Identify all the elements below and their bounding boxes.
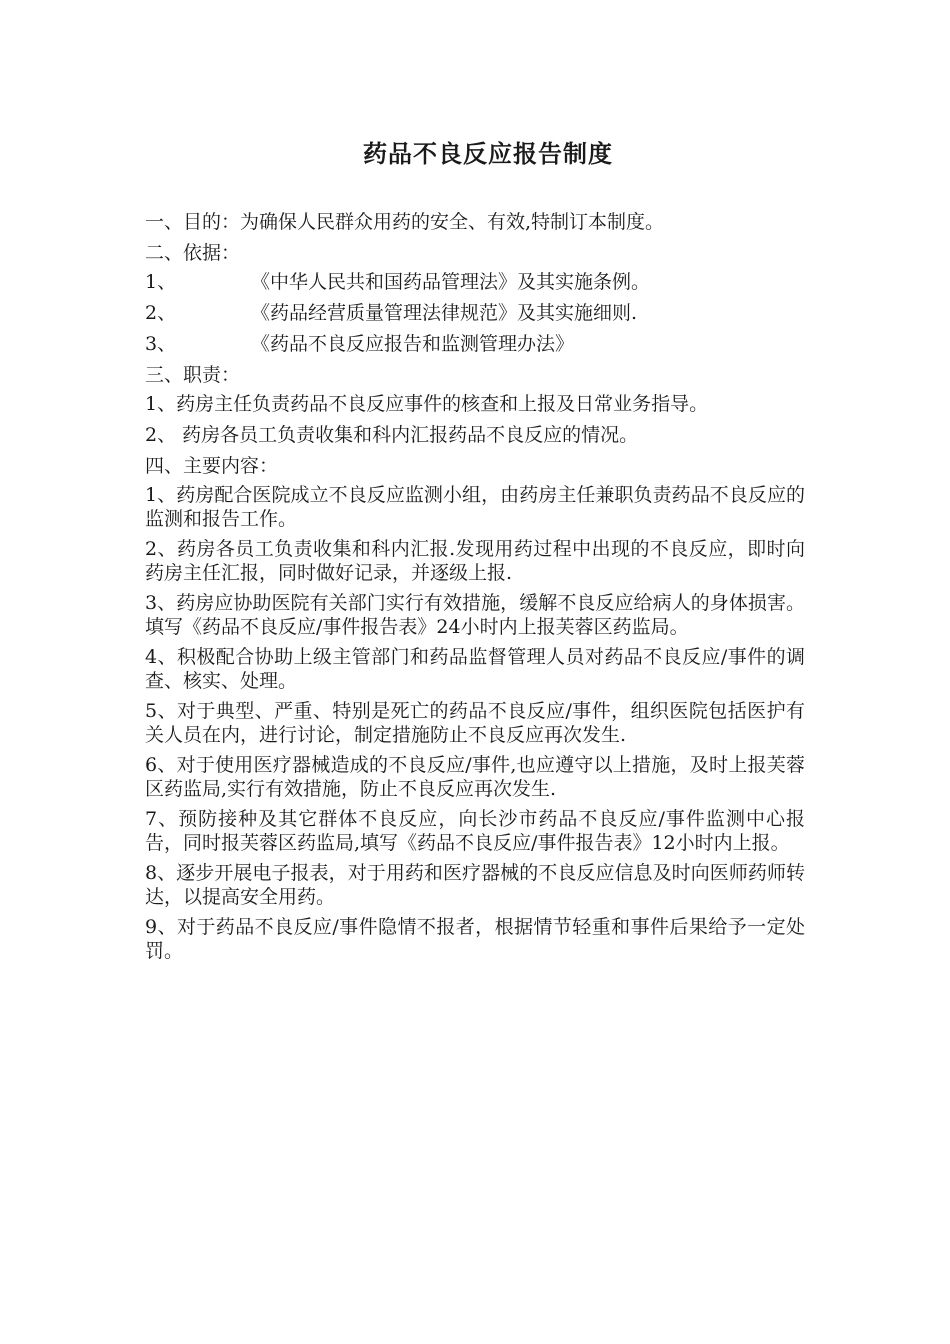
content-item: 2、药房各员工负责收集和科内汇报.发现用药过程中出现的不良反应，即时向药房主任汇报，同时做好记录，并逐级上报. <box>145 538 805 584</box>
basis-item <box>145 270 805 294</box>
document-title: 药品不良反应报告制度 <box>363 140 613 168</box>
content-item: 1、药房配合医院成立不良反应监测小组，由药房主任兼职负责药品不良反应的监测和报告工作。 <box>145 484 805 530</box>
content-item: 7、预防接种及其它群体不良反应，向长沙市药品不良反应/事件监测中心报告，同时报芙蓉区药监局,填写《药品不良反应/事件报告表》12小时内上报。 <box>145 808 805 854</box>
basis-item <box>145 332 805 356</box>
basis-item-number: 1、 <box>145 271 177 293</box>
basis-item-text: 《药品不良反应报告和监测管理办法》 <box>251 333 575 355</box>
content-item: 9、对于药品不良反应/事件隐情不报者，根据情节轻重和事件后果给予一定处罚。 <box>145 916 805 962</box>
duties-heading: 三、职责： <box>145 364 241 386</box>
content-item: 3、药房应协助医院有关部门实行有效措施，缓解不良反应给病人的身体损害。填写《药品不良反应/事件报告表》24小时内上报芙蓉区药监局。 <box>145 592 805 638</box>
content-item: 4、积极配合协助上级主管部门和药品监督管理人员对药品不良反应/事件的调查、核实、处理。 <box>145 646 805 692</box>
basis-item-number: 2、 <box>145 302 177 324</box>
content-item: 5、对于典型、严重、特别是死亡的药品不良反应/事件，组织医院包括医护有关人员在内，进行讨论，制定措施防止不良反应再次发生. <box>145 700 805 746</box>
duty-item: 2、 药房各员工负责收集和科内汇报药品不良反应的情况。 <box>145 424 639 446</box>
basis-heading: 二、依据： <box>145 242 241 264</box>
basis-item-text: 《药品经营质量管理法律规范》及其实施细则. <box>251 302 638 324</box>
basis-item <box>145 301 805 325</box>
purpose-line: 一、目的：为确保人民群众用药的安全、有效,特制订本制度。 <box>145 211 665 233</box>
content-heading: 四、主要内容： <box>145 455 279 477</box>
basis-item-text: 《中华人民共和国药品管理法》及其实施条例。 <box>251 271 651 293</box>
basis-item-number: 3、 <box>145 333 177 355</box>
duty-item: 1、药房主任负责药品不良反应事件的核查和上报及日常业务指导。 <box>145 393 709 415</box>
content-item: 6、对于使用医疗器械造成的不良反应/事件,也应遵守以上措施，及时上报芙蓉区药监局,实行有效措施，防止不良反应再次发生. <box>145 754 805 800</box>
content-item: 8、逐步开展电子报表，对于用药和医疗器械的不良反应信息及时向医师药师转达，以提高安全用药。 <box>145 862 805 908</box>
document-body <box>145 210 805 969</box>
